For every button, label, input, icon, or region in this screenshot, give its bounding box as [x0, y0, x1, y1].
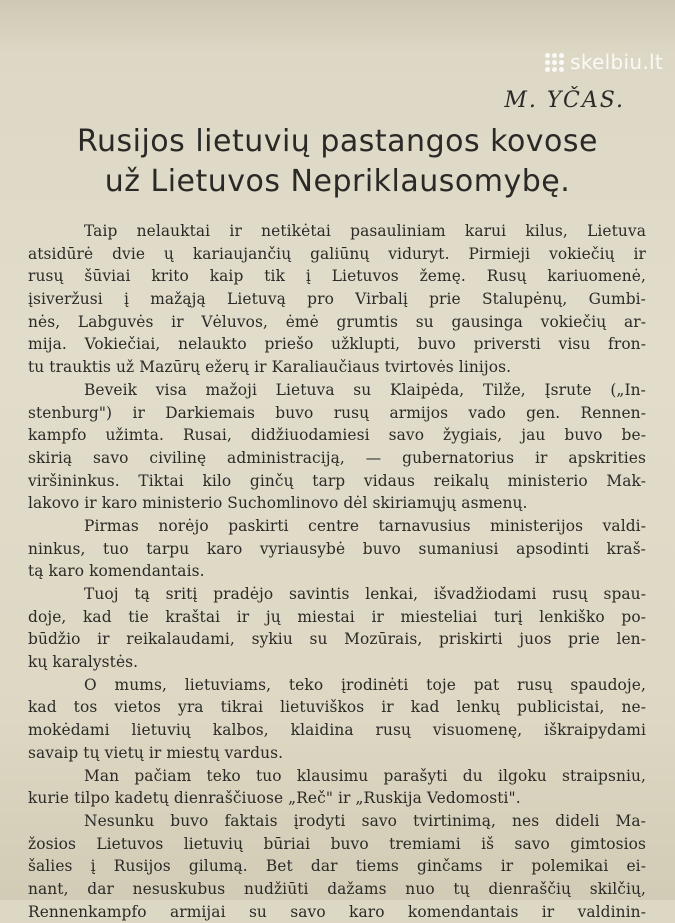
text-line: skirią savo civilinę administraciją, — gubernatorius ir apskrities	[28, 448, 646, 467]
text-line: žosios Lietuvos lietuvių būriai buvo tremiami iš savo gimtosios	[28, 834, 646, 853]
text-line: savaip tų vietų ir miestų vardus.	[28, 743, 284, 762]
text-line: būdžio ir reikalaudami, sykiu su Mozūrais, priskirti juos prie len-	[28, 630, 646, 649]
text-line: tu trauktis už Mazūrų ežerų ir Karaliaučiaus tvirtovės linijos.	[28, 358, 512, 377]
text-line: Taip nelauktai ir netikėtai pasauliniam karui kilus, Lietuva	[84, 222, 646, 240]
article-title	[0, 122, 675, 202]
text-line: O mums, lietuviams, teko įrodinėti toje pat rusų spaudoje,	[84, 675, 646, 694]
text-line: Tuoj tą sritį pradėjo savintis lenkai, išvadžiodami rusų spau-	[84, 585, 646, 603]
text-line: mokėdami lietuvių kalbos, klaidina rusų visuomenę, iškraipydami	[28, 721, 646, 740]
watermark-text: skelbiu.lt	[570, 50, 663, 74]
title-line-1: Rusijos lietuvių pastangos kovose	[76, 124, 598, 159]
text-line: šalies į Rusijos gilumą. Bet dar tiems ginčams ir polemikai ei-	[28, 857, 646, 876]
text-line: rusų šūviai krito kaip tik į Lietuvos žemę. Rusų kariuomenė,	[28, 267, 646, 286]
text-line: atsidūrė dvie ų kariaujančių galiūnų viduryt. Pirmieji vokiečių ir	[28, 244, 646, 263]
text-line: doje, kad tie kraštai ir jų miestai ir miesteliai turį lenkiško po-	[28, 607, 646, 626]
title-line-2: už Lietuvos Nepriklausomybę.	[104, 164, 571, 199]
text-line: įsiveržusi į mažąją Lietuvą pro Virbalį prie Stalupėnų, Gumbi-	[28, 290, 646, 309]
text-line: kų karalystės.	[28, 653, 139, 672]
text-line: kad tos vietos yra tikrai lietuviškos ir kad lenkų publicistai, ne-	[28, 698, 646, 717]
text-line: nės, Labguvės ir Vėluvos, ėmė grumtis su gausinga vokiečių ar-	[28, 312, 646, 331]
watermark	[545, 50, 663, 74]
text-line: kurie tilpo kadetų dienraščiuose „Reč" ir „Ruskija Vedomosti".	[28, 789, 521, 808]
text-line: Man pačiam teko tuo klausimu parašyti du ilgoku straipsniu,	[84, 766, 646, 785]
text-line: mija. Vokiečiai, nelaukto priešo užklupti, buvo priversti visu fron-	[28, 335, 646, 354]
text-line: stenburg") ir Darkiemais buvo rusų armijos vado gen. Rennen-	[28, 403, 646, 422]
text-line: tą karo komendantais.	[28, 562, 205, 581]
text-line: viršininkus. Tiktai kilo ginčų tarp vidaus reikalų ministerio Mak-	[28, 471, 646, 490]
text-line: Nesunku buvo faktais įrodyti savo tvirtinimą, nes dideli Ma-	[84, 811, 646, 830]
text-line: Beveik visa mažoji Lietuva su Klaipėda, Tilže, Įsrute („In-	[84, 380, 646, 399]
watermark-dots-icon	[545, 53, 564, 72]
text-line: kampfo užimta. Rusai, didžiuodamiesi savo žygiais, jau buvo be-	[28, 426, 646, 445]
article-body	[28, 220, 646, 923]
author-name: M. YČAS.	[504, 88, 625, 113]
text-line: lakovo ir karo ministerio Suchomlinovo dėl skiriamųjų asmenų.	[28, 494, 528, 513]
text-line: ninkus, tuo tarpu karo vyriausybė buvo sumaniusi apsodinti kraš-	[28, 539, 646, 558]
text-line: nant, dar nesuskubus nudžiūti dažams nuo tų dienraščių skilčių,	[28, 879, 646, 898]
text-line: Rennenkampfo armijai su savo karo komendantais ir valdinin-	[28, 902, 646, 921]
text-line: Pirmas norėjo paskirti centre tarnavusius ministerijos valdi-	[84, 516, 646, 535]
